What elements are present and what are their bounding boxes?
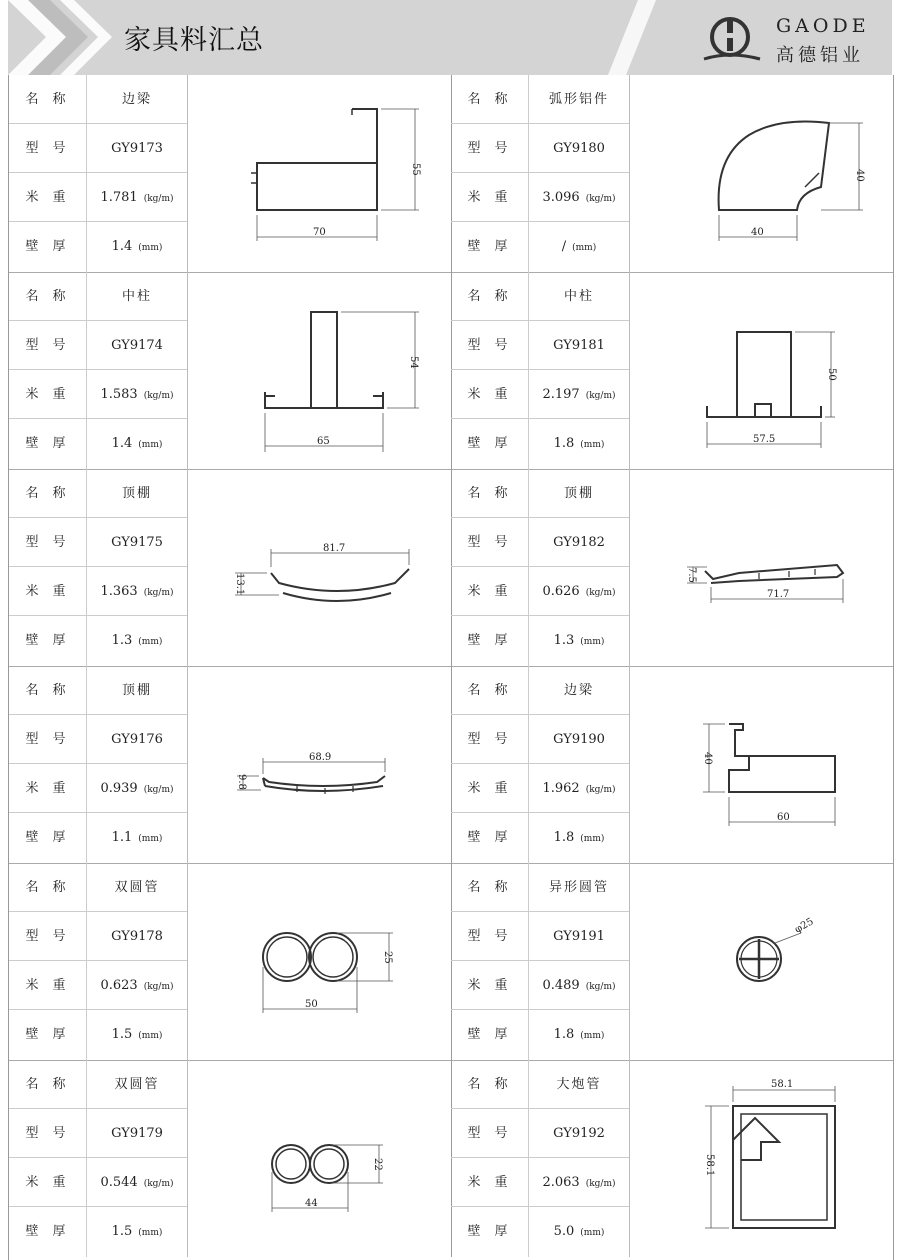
profile-drawing	[187, 469, 452, 666]
thickness-unit: (mm)	[580, 834, 605, 844]
dimension-label: 40	[751, 227, 764, 238]
profile-drawing-svg	[629, 75, 893, 272]
model-label: 型号	[9, 321, 87, 370]
spec-table	[9, 863, 188, 1060]
spec-table	[451, 272, 630, 469]
name-value: 大炮管	[529, 1060, 629, 1109]
weight-label: 米重	[9, 173, 87, 222]
thickness-label: 壁厚	[9, 1010, 87, 1060]
thickness-label: 壁厚	[451, 616, 529, 666]
model-value: GY9191	[529, 912, 629, 961]
weight-unit: (kg/m)	[143, 785, 174, 795]
profile-drawing-svg	[629, 469, 893, 666]
profile-drawing	[187, 272, 452, 469]
dimension-label: 22	[372, 1158, 383, 1171]
weight-unit: (kg/m)	[143, 391, 174, 401]
model-label: 型号	[451, 1109, 529, 1158]
model-value: GY9176	[87, 715, 187, 764]
thickness-unit: (mm)	[138, 834, 163, 844]
thickness-unit: (mm)	[138, 440, 163, 450]
thickness-value: 1.3	[553, 633, 575, 648]
spec-table	[9, 75, 188, 272]
dimension-label: 9.8	[236, 774, 247, 790]
header-bar	[8, 0, 892, 75]
product-row	[9, 666, 893, 864]
brand-english: GAODE	[776, 15, 870, 37]
profile-drawing	[187, 75, 452, 272]
name-value: 双圆管	[87, 863, 187, 912]
weight-value: 0.626	[542, 584, 580, 599]
weight-cell	[87, 1158, 187, 1207]
page-title: 家具料汇总	[124, 25, 264, 56]
profile-drawing	[629, 272, 893, 469]
thickness-cell	[529, 616, 629, 666]
weight-cell	[529, 1158, 629, 1207]
model-value: GY9174	[87, 321, 187, 370]
thickness-cell	[87, 616, 187, 666]
weight-unit: (kg/m)	[143, 982, 174, 992]
weight-label: 米重	[451, 764, 529, 813]
profile-drawing-svg	[187, 666, 451, 863]
model-label: 型号	[451, 518, 529, 567]
dimension-label: 58.1	[771, 1079, 794, 1090]
thickness-cell	[529, 1010, 629, 1060]
weight-label: 米重	[451, 567, 529, 616]
thickness-unit: (mm)	[138, 243, 163, 253]
spec-table	[451, 75, 630, 272]
weight-unit: (kg/m)	[143, 1179, 174, 1189]
product-row	[9, 1060, 893, 1260]
weight-value: 2.197	[542, 387, 580, 402]
model-value: GY9181	[529, 321, 629, 370]
spec-table	[451, 1060, 630, 1257]
thickness-unit: (mm)	[138, 1228, 163, 1238]
weight-value: 1.781	[100, 190, 138, 205]
name-label: 名称	[9, 469, 87, 518]
name-label: 名称	[9, 863, 87, 912]
weight-unit: (kg/m)	[143, 588, 174, 598]
spec-table	[451, 469, 630, 666]
model-value: GY9180	[529, 124, 629, 173]
dimension-label: 57.5	[753, 434, 776, 445]
thickness-cell	[87, 222, 187, 272]
model-value: GY9182	[529, 518, 629, 567]
dimension-label: 40	[854, 169, 865, 182]
dimension-label: φ25	[793, 916, 816, 936]
weight-value: 0.489	[542, 978, 580, 993]
thickness-label: 壁厚	[9, 222, 87, 272]
weight-unit: (kg/m)	[585, 391, 616, 401]
name-value: 中柱	[529, 272, 629, 321]
product-grid	[8, 75, 894, 1260]
thickness-cell	[529, 813, 629, 863]
weight-label: 米重	[451, 370, 529, 419]
profile-drawing	[187, 666, 452, 863]
weight-label: 米重	[9, 764, 87, 813]
name-value: 顶棚	[87, 666, 187, 715]
dimension-label: 54	[408, 356, 419, 369]
weight-unit: (kg/m)	[585, 785, 616, 795]
thickness-value: 1.8	[553, 1027, 575, 1042]
profile-drawing	[187, 1060, 452, 1257]
stripe-decoration	[608, 0, 688, 75]
weight-cell	[529, 961, 629, 1010]
model-label: 型号	[451, 124, 529, 173]
name-value: 中柱	[87, 272, 187, 321]
thickness-cell	[87, 419, 187, 469]
thickness-label: 壁厚	[451, 419, 529, 469]
weight-unit: (kg/m)	[585, 588, 616, 598]
thickness-cell	[87, 813, 187, 863]
product-row	[9, 863, 893, 1061]
profile-drawing-svg	[187, 1060, 451, 1257]
profile-drawing-svg	[629, 1060, 893, 1257]
dimension-label: 7.5	[686, 567, 697, 583]
weight-unit: (kg/m)	[585, 982, 616, 992]
thickness-value: 1.8	[553, 830, 575, 845]
product-row	[9, 272, 893, 470]
thickness-label: 壁厚	[9, 813, 87, 863]
weight-label: 米重	[451, 173, 529, 222]
profile-drawing-svg	[187, 469, 451, 666]
weight-label: 米重	[451, 1158, 529, 1207]
thickness-unit: (mm)	[138, 1031, 163, 1041]
thickness-unit: (mm)	[580, 440, 605, 450]
product-row	[9, 469, 893, 667]
thickness-value: 1.5	[111, 1224, 133, 1239]
model-label: 型号	[9, 1109, 87, 1158]
profile-drawing-svg	[187, 863, 451, 1060]
name-value: 弧形铝件	[529, 75, 629, 124]
thickness-label: 壁厚	[451, 1207, 529, 1257]
weight-cell	[529, 764, 629, 813]
thickness-value: 1.8	[553, 436, 575, 451]
thickness-cell	[87, 1207, 187, 1257]
weight-value: 0.939	[100, 781, 138, 796]
thickness-value: /	[561, 239, 567, 254]
profile-drawing-svg	[629, 272, 893, 469]
name-value: 边梁	[87, 75, 187, 124]
profile-drawing-svg	[187, 75, 451, 272]
weight-cell	[87, 370, 187, 419]
thickness-label: 壁厚	[9, 419, 87, 469]
spec-table	[9, 1060, 188, 1257]
name-label: 名称	[9, 1060, 87, 1109]
dimension-label: 70	[313, 227, 326, 238]
thickness-unit: (mm)	[580, 637, 605, 647]
name-label: 名称	[9, 666, 87, 715]
spec-table	[9, 666, 188, 863]
dimension-label: 81.7	[323, 543, 346, 554]
thickness-cell	[87, 1010, 187, 1060]
dimension-label: 50	[305, 999, 318, 1010]
weight-unit: (kg/m)	[585, 194, 616, 204]
spec-table	[451, 666, 630, 863]
thickness-label: 壁厚	[451, 1010, 529, 1060]
model-label: 型号	[9, 912, 87, 961]
profile-drawing-svg	[629, 666, 893, 863]
thickness-unit: (mm)	[580, 1031, 605, 1041]
weight-value: 0.623	[100, 978, 138, 993]
thickness-label: 壁厚	[451, 813, 529, 863]
weight-label: 米重	[9, 567, 87, 616]
thickness-label: 壁厚	[9, 616, 87, 666]
model-value: GY9175	[87, 518, 187, 567]
dimension-label: 71.7	[767, 589, 790, 600]
brand-chinese: 高德铝业	[776, 45, 864, 66]
dimension-label: 58.1	[704, 1154, 715, 1177]
model-label: 型号	[9, 124, 87, 173]
profile-drawing	[187, 863, 452, 1060]
model-label: 型号	[9, 518, 87, 567]
thickness-value: 1.3	[111, 633, 133, 648]
model-value: GY9190	[529, 715, 629, 764]
weight-value: 3.096	[542, 190, 580, 205]
name-value: 边梁	[529, 666, 629, 715]
name-label: 名称	[9, 75, 87, 124]
thickness-cell	[529, 419, 629, 469]
weight-label: 米重	[451, 961, 529, 1010]
thickness-label: 壁厚	[451, 222, 529, 272]
model-label: 型号	[451, 912, 529, 961]
profile-drawing	[629, 75, 893, 272]
gaode-logo-icon	[702, 13, 766, 67]
model-label: 型号	[451, 321, 529, 370]
model-label: 型号	[451, 715, 529, 764]
chevron-decoration-icon	[8, 0, 128, 75]
dimension-label: 55	[410, 163, 421, 176]
name-label: 名称	[451, 75, 529, 124]
name-label: 名称	[451, 272, 529, 321]
name-value: 顶棚	[529, 469, 629, 518]
name-label: 名称	[451, 469, 529, 518]
dimension-label: 13.1	[234, 573, 245, 596]
name-value: 异形圆管	[529, 863, 629, 912]
thickness-value: 1.4	[111, 239, 133, 254]
weight-cell	[529, 173, 629, 222]
model-value: GY9192	[529, 1109, 629, 1158]
dimension-label: 60	[777, 812, 790, 823]
brand-block	[702, 13, 872, 67]
thickness-unit: (mm)	[580, 1228, 605, 1238]
dimension-label: 40	[702, 752, 713, 765]
weight-unit: (kg/m)	[585, 1179, 616, 1189]
profile-drawing-svg	[629, 863, 893, 1060]
profile-drawing	[629, 1060, 893, 1257]
profile-drawing	[629, 666, 893, 863]
model-value: GY9178	[87, 912, 187, 961]
weight-value: 2.063	[542, 1175, 580, 1190]
thickness-cell	[529, 1207, 629, 1257]
model-value: GY9173	[87, 124, 187, 173]
model-value: GY9179	[87, 1109, 187, 1158]
thickness-cell	[529, 222, 629, 272]
weight-label: 米重	[9, 370, 87, 419]
thickness-value: 1.5	[111, 1027, 133, 1042]
weight-cell	[87, 764, 187, 813]
profile-drawing	[629, 469, 893, 666]
dimension-label: 44	[305, 1198, 318, 1209]
weight-value: 1.583	[100, 387, 138, 402]
weight-label: 米重	[9, 961, 87, 1010]
spec-table	[9, 469, 188, 666]
name-value: 双圆管	[87, 1060, 187, 1109]
product-row	[9, 75, 893, 273]
dimension-label: 65	[317, 436, 330, 447]
thickness-value: 5.0	[553, 1224, 575, 1239]
weight-cell	[87, 567, 187, 616]
dimension-label: 68.9	[309, 752, 332, 763]
dimension-label: 25	[382, 951, 393, 964]
name-value: 顶棚	[87, 469, 187, 518]
weight-value: 0.544	[100, 1175, 138, 1190]
thickness-value: 1.4	[111, 436, 133, 451]
weight-cell	[87, 173, 187, 222]
model-label: 型号	[9, 715, 87, 764]
weight-cell	[87, 961, 187, 1010]
weight-cell	[529, 370, 629, 419]
spec-table	[9, 272, 188, 469]
weight-cell	[529, 567, 629, 616]
thickness-value: 1.1	[111, 830, 133, 845]
weight-unit: (kg/m)	[143, 194, 174, 204]
weight-value: 1.962	[542, 781, 580, 796]
weight-value: 1.363	[100, 584, 138, 599]
thickness-unit: (mm)	[138, 637, 163, 647]
name-label: 名称	[9, 272, 87, 321]
profile-drawing	[629, 863, 893, 1060]
dimension-label: 50	[826, 368, 837, 381]
thickness-label: 壁厚	[9, 1207, 87, 1257]
profile-drawing-svg	[187, 272, 451, 469]
name-label: 名称	[451, 1060, 529, 1109]
thickness-unit: (mm)	[572, 243, 597, 253]
name-label: 名称	[451, 666, 529, 715]
weight-label: 米重	[9, 1158, 87, 1207]
name-label: 名称	[451, 863, 529, 912]
spec-table	[451, 863, 630, 1060]
